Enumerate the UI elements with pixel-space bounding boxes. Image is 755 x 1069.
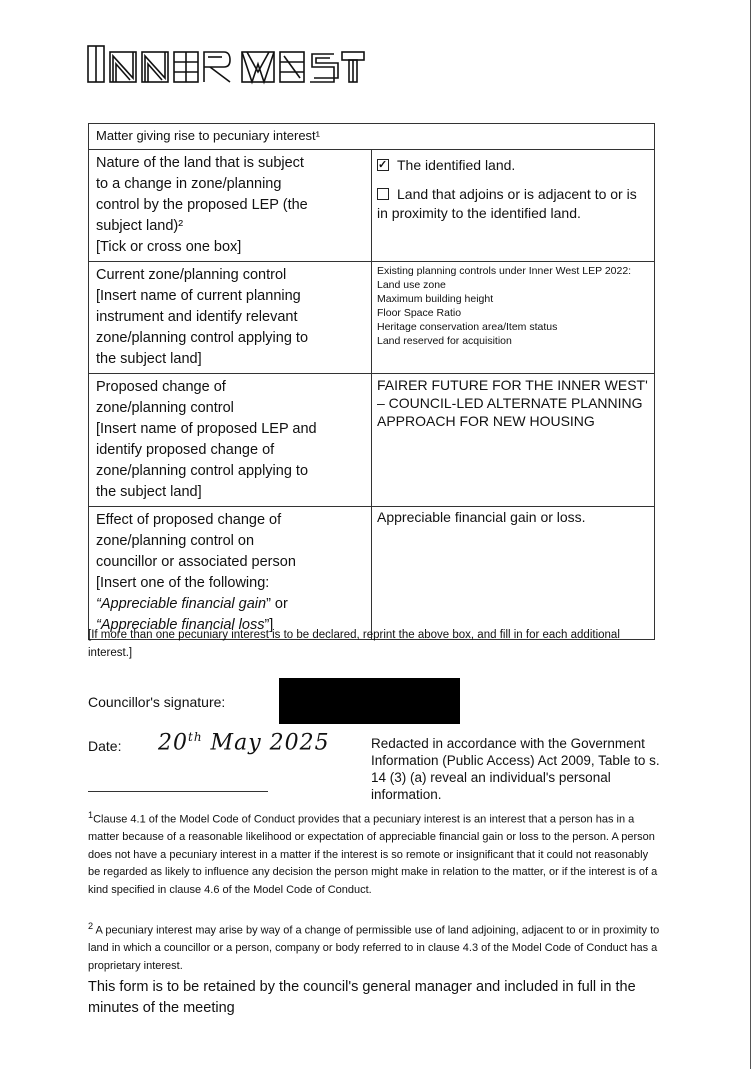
footnote-text: Clause 4.1 of the Model Code of Conduct provides that a pecuniary interest is an interest that a person has in a matter because of a reasonable likelihood or expectation of appreciable financial gain or loss to the person. A person does not have a pecuniary interest in a matter if the interest is so remote or insignificant that it could not reasonably be regarded as likely to influence any decision the person might make in relation to the matter, or if the interest is of a kind specified in clause 4.6 of the Model Code of Conduct. <box>88 813 658 896</box>
date-day: 20 <box>158 730 188 756</box>
retention-statement: This form is to be retained by the council's general manager and included in full in the minutes of the meeting <box>88 979 636 1016</box>
table-row <box>89 150 655 262</box>
label-line: [Insert one of the following: <box>96 575 270 591</box>
label-line: [Insert name of proposed LEP and <box>96 421 317 437</box>
table-row <box>89 262 655 374</box>
label-line <box>96 594 364 615</box>
checkbox-unchecked[interactable] <box>377 188 389 200</box>
label-tail: ” or <box>266 596 288 612</box>
label-line: zone/planning control on <box>96 533 255 549</box>
option-adjacent-land[interactable] <box>377 185 649 223</box>
inner-west-logo-art <box>86 42 366 86</box>
label-line: Nature of the land that is subject <box>96 155 304 171</box>
reprint-note: [If more than one pecuniary interest is to be declared, reprint the above box, and fill in for each additional interest.] <box>88 629 620 659</box>
label-line: control by the proposed LEP (the <box>96 197 308 213</box>
footnote-1 <box>88 807 663 899</box>
option-identified-land[interactable] <box>377 156 649 175</box>
label-tail: ”] <box>264 617 274 633</box>
row-value-proposed-change <box>372 374 655 507</box>
table-row <box>89 374 655 507</box>
inner-west-logo <box>86 42 366 86</box>
footnote-mark: 1 <box>88 810 94 820</box>
footnote-text: A pecuniary interest may arise by way of a change of permissible use of land adjoining, adjacent to or in proximity to land in which a councillor or a person, company or body referred to in clause 4.3 of the Model Code of Conduct has a proprietary interest. <box>88 924 660 972</box>
label-line: zone/planning control <box>96 400 234 416</box>
row-label-proposed-change <box>89 374 372 507</box>
footnote-2 <box>88 918 663 975</box>
label-line: [Tick or cross one box] <box>96 239 242 255</box>
pecuniary-interest-table <box>88 123 655 640</box>
row-label-effect <box>89 507 372 640</box>
date-label: Date: <box>88 738 122 754</box>
table-header: Matter giving rise to pecuniary interest¹ <box>89 124 655 150</box>
label-line: identify proposed change of <box>96 442 275 458</box>
value-line: Floor Space Ratio <box>377 307 462 319</box>
value-line: Maximum building height <box>377 293 494 305</box>
row-value-nature-of-land <box>372 150 655 262</box>
label-line: instrument and identify relevant <box>96 309 298 325</box>
label-line: subject land)² <box>96 218 184 234</box>
signature-label: Councillor's signature: <box>88 694 226 710</box>
value-line: Existing planning controls under Inner West LEP 2022: <box>377 265 632 277</box>
value-line: Land use zone <box>377 279 446 291</box>
row-value-effect: Appreciable financial gain or loss. <box>372 507 655 640</box>
row-value-current-control <box>372 262 655 374</box>
date-month-year: May 2025 <box>202 730 330 756</box>
scan-edge-line <box>750 0 751 1069</box>
redaction-note: Redacted in accordance with the Government Information (Public Access) Act 2009, Table to s. 14 (3) (a) reveal an individual's personal information. <box>371 736 660 802</box>
value-line: Land reserved for acquisition <box>377 335 512 347</box>
option-label: The identified land. <box>397 157 516 173</box>
value-line: FAIRER FUTURE FOR THE INNER WEST' <box>377 377 648 393</box>
handwritten-date <box>158 730 330 755</box>
value-line: APPROACH FOR NEW HOUSING <box>377 413 595 429</box>
label-line: Current zone/planning control <box>96 267 287 283</box>
checkbox-checked[interactable] <box>377 159 389 171</box>
label-line: zone/planning control applying to <box>96 330 309 346</box>
value-line: – COUNCIL-LED ALTERNATE PLANNING <box>377 395 643 411</box>
value-line: Heritage conservation area/Item status <box>377 321 558 333</box>
option-label: Land that adjoins or is adjacent to or is in proximity to the identified land. <box>377 186 637 221</box>
italic-option: “Appreciable financial gain <box>96 596 267 612</box>
row-label-current-control <box>89 262 372 374</box>
label-line: zone/planning control applying to <box>96 463 309 479</box>
label-line: Proposed change of <box>96 379 226 395</box>
label-line: the subject land] <box>96 351 202 367</box>
date-suffix: th <box>188 730 203 744</box>
footnote-divider <box>88 791 268 792</box>
label-line: Effect of proposed change of <box>96 512 282 528</box>
label-line: to a change in zone/planning <box>96 176 282 192</box>
italic-option: “Appreciable financial loss <box>96 617 265 633</box>
table-row <box>89 507 655 640</box>
footnote-mark: 2 <box>88 921 94 931</box>
row-label-nature-of-land <box>89 150 372 262</box>
label-line: the subject land] <box>96 484 202 500</box>
label-line: [Insert name of current planning <box>96 288 301 304</box>
signature-redaction-block <box>279 678 460 724</box>
label-line: councillor or associated person <box>96 554 296 570</box>
